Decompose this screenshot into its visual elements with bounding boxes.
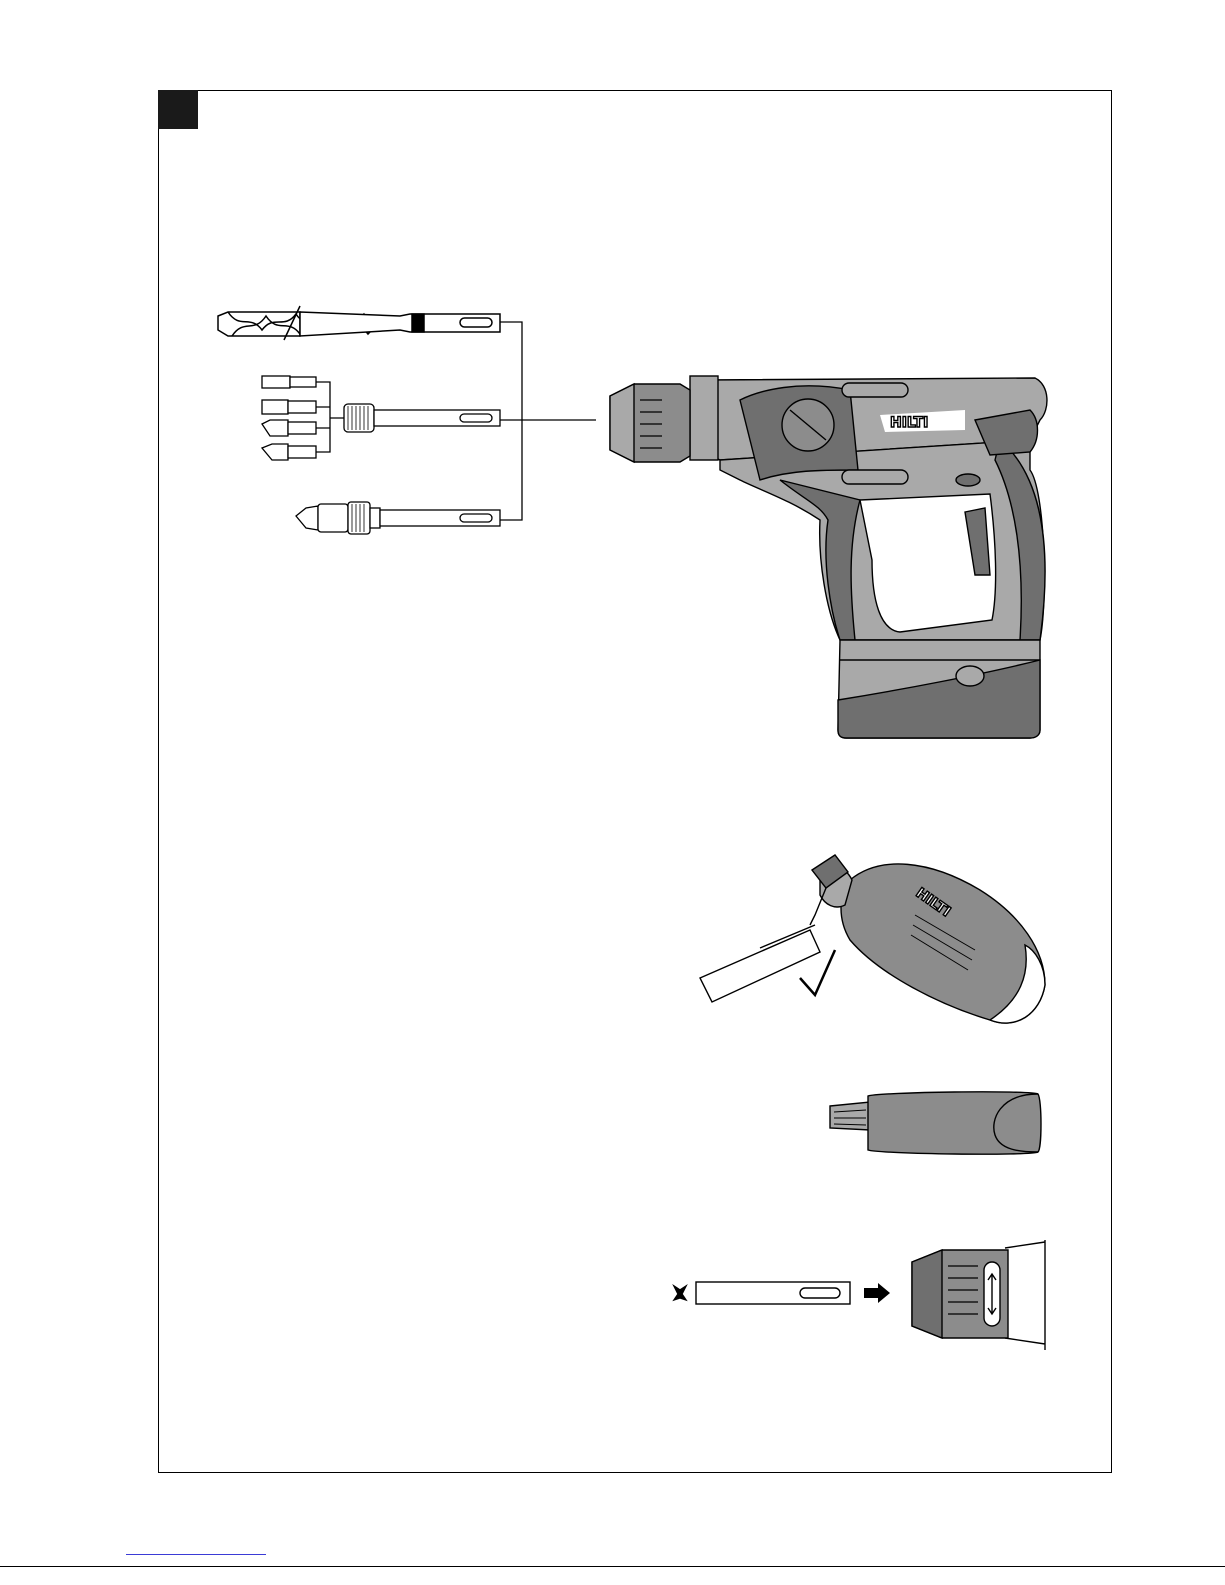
quick-release-chuck bbox=[296, 502, 500, 534]
footer-rule bbox=[0, 1566, 1225, 1567]
sds-drill-bit bbox=[218, 306, 500, 340]
screwdriver-bits-with-holder bbox=[262, 376, 500, 460]
footer-link-underline[interactable] bbox=[126, 1554, 266, 1555]
rotary-hammer-drill bbox=[610, 376, 1047, 738]
drill-logo: HILTI bbox=[890, 415, 929, 431]
grease-spray-can bbox=[700, 855, 1045, 1023]
connector-lines bbox=[500, 322, 596, 520]
can-logo: HILTI bbox=[912, 885, 954, 921]
chuck-locking-sleeve bbox=[912, 1240, 1045, 1350]
sds-shank bbox=[674, 1282, 850, 1304]
grease-tube bbox=[830, 1092, 1041, 1154]
arrow-right-icon bbox=[864, 1283, 890, 1303]
